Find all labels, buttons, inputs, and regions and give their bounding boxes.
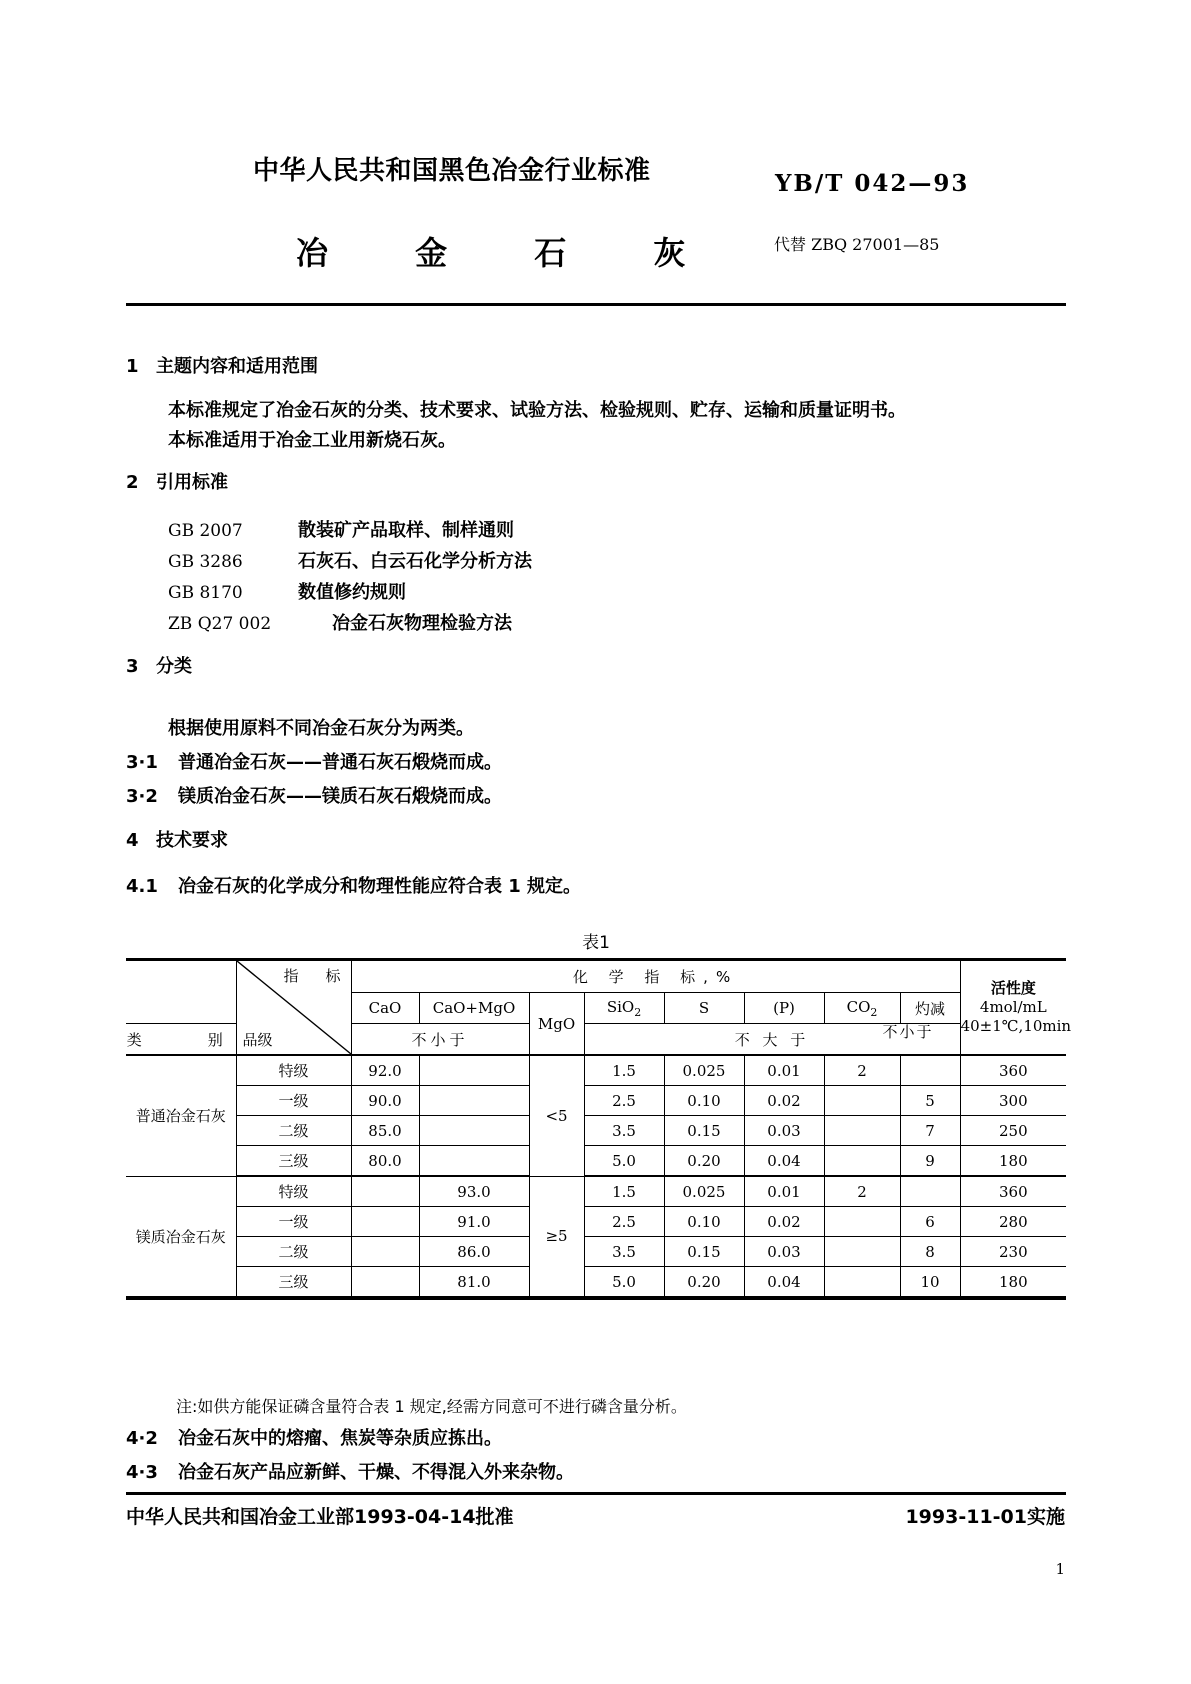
reference-name: 数值修约规则 bbox=[298, 582, 406, 603]
section-2-title: 引用标准 bbox=[156, 472, 228, 493]
cell-loss: 9 bbox=[900, 1146, 960, 1177]
page-number: 1 bbox=[1055, 1560, 1065, 1578]
cell-cao: 90.0 bbox=[351, 1086, 419, 1116]
cell-p: 0.04 bbox=[744, 1267, 824, 1297]
cell-s: 0.15 bbox=[664, 1237, 744, 1267]
cell-activity: 180 bbox=[960, 1267, 1066, 1297]
grade-cell: 二级 bbox=[236, 1237, 351, 1267]
header-divider bbox=[126, 303, 1066, 306]
reference-code: GB 2007 bbox=[168, 521, 243, 541]
column-header-loss: 灼减 bbox=[900, 993, 960, 1024]
section-1-number: 1 bbox=[126, 356, 139, 377]
clause-3-2-text: 镁质冶金石灰——镁质石灰石煅烧而成。 bbox=[178, 786, 502, 807]
section-2-number: 2 bbox=[126, 472, 139, 493]
grade-cell: 一级 bbox=[236, 1086, 351, 1116]
cell-s: 0.20 bbox=[664, 1146, 744, 1177]
clause-3-2 bbox=[126, 782, 502, 808]
clause-4-3-text: 冶金石灰产品应新鲜、干燥、不得混入外来杂物。 bbox=[178, 1462, 574, 1483]
cell-sio2: 3.5 bbox=[584, 1116, 664, 1146]
cell-activity: 230 bbox=[960, 1237, 1066, 1267]
cell-sio2: 5.0 bbox=[584, 1146, 664, 1177]
section-3-number: 3 bbox=[126, 656, 139, 677]
cell-p: 0.01 bbox=[744, 1176, 824, 1207]
clause-4-1 bbox=[126, 872, 581, 898]
grade-cell: 一级 bbox=[236, 1207, 351, 1237]
table-row bbox=[126, 1086, 1066, 1116]
category-label-text: 类 别 bbox=[126, 1030, 235, 1049]
cell-s: 0.10 bbox=[664, 1086, 744, 1116]
grade-cell: 特级 bbox=[236, 1176, 351, 1207]
cell-co2: 2 bbox=[824, 1055, 900, 1086]
cell-s: 0.10 bbox=[664, 1207, 744, 1237]
standard-number: YB/T 042—93 bbox=[775, 170, 970, 197]
reference-item bbox=[168, 516, 514, 542]
cell-mgo: ≥5 bbox=[529, 1176, 584, 1297]
cell-caomgo bbox=[419, 1146, 529, 1177]
chemical-group-header: 化 学 指 标,% bbox=[351, 960, 960, 993]
cell-loss bbox=[900, 1055, 960, 1086]
cell-mgo: <5 bbox=[529, 1055, 584, 1176]
cell-co2: 2 bbox=[824, 1176, 900, 1207]
cell-loss bbox=[900, 1176, 960, 1207]
category-ordinary-lime: 普通冶金石灰 bbox=[126, 1055, 236, 1176]
section-2-heading bbox=[126, 468, 228, 494]
cell-caomgo bbox=[419, 1116, 529, 1146]
cell-activity: 360 bbox=[960, 1176, 1066, 1207]
table-row bbox=[126, 1207, 1066, 1237]
cell-p: 0.03 bbox=[744, 1237, 824, 1267]
replaces-note: 代替 ZBQ 27001—85 bbox=[774, 235, 940, 254]
cell-caomgo bbox=[419, 1086, 529, 1116]
table-row bbox=[126, 1055, 1066, 1086]
cell-s: 0.025 bbox=[664, 1176, 744, 1207]
limit-not-more-than: 不 大 于 bbox=[584, 1024, 960, 1056]
cell-co2 bbox=[824, 1237, 900, 1267]
cell-sio2: 1.5 bbox=[584, 1176, 664, 1207]
table-row bbox=[126, 1146, 1066, 1177]
section-4-heading bbox=[126, 826, 228, 852]
issuing-organization: 中华人民共和国黑色冶金行业标准 bbox=[253, 156, 651, 186]
cell-p: 0.04 bbox=[744, 1146, 824, 1177]
clause-4-2-number: 4·2 bbox=[126, 1428, 158, 1449]
cell-activity: 250 bbox=[960, 1116, 1066, 1146]
clause-4-3 bbox=[126, 1458, 574, 1484]
cell-caomgo: 91.0 bbox=[419, 1207, 529, 1237]
section-1-title: 主题内容和适用范围 bbox=[156, 356, 318, 377]
cell-caomgo: 86.0 bbox=[419, 1237, 529, 1267]
cell-sio2: 5.0 bbox=[584, 1267, 664, 1297]
cell-cao: 80.0 bbox=[351, 1146, 419, 1177]
section-3-title: 分类 bbox=[156, 656, 192, 677]
cell-p: 0.02 bbox=[744, 1086, 824, 1116]
column-header-p: (P) bbox=[744, 993, 824, 1024]
column-header-sio2: SiO$_2$ bbox=[584, 993, 664, 1024]
grade-cell: 特级 bbox=[236, 1055, 351, 1086]
cell-caomgo: 81.0 bbox=[419, 1267, 529, 1297]
cell-cao bbox=[351, 1267, 419, 1297]
table-row bbox=[126, 1116, 1066, 1146]
table-bottom-rule bbox=[126, 1297, 1066, 1299]
reference-item bbox=[168, 609, 512, 635]
activity-line-2: 4mol/mL bbox=[979, 998, 1047, 1017]
reference-code: GB 3286 bbox=[168, 552, 243, 572]
clause-4-2 bbox=[126, 1424, 502, 1450]
reference-item bbox=[168, 578, 406, 604]
cell-activity: 360 bbox=[960, 1055, 1066, 1086]
cell-cao bbox=[351, 1207, 419, 1237]
clause-4-2-text: 冶金石灰中的熔瘤、焦炭等杂质应拣出。 bbox=[178, 1428, 502, 1449]
cell-p: 0.01 bbox=[744, 1055, 824, 1086]
approval-statement: 中华人民共和国冶金工业部1993-04-14批准 bbox=[126, 1506, 514, 1528]
section-1-heading bbox=[126, 352, 318, 378]
reference-code: ZB Q27 002 bbox=[168, 614, 272, 634]
cell-sio2: 2.5 bbox=[584, 1207, 664, 1237]
section-1-paragraph-1: 本标准规定了冶金石灰的分类、技术要求、试验方法、检验规则、贮存、运输和质量证明书。 bbox=[168, 400, 906, 421]
corner-blank-cell bbox=[126, 960, 236, 1024]
grade-cell: 二级 bbox=[236, 1116, 351, 1146]
indicator-label: 指 标 bbox=[283, 967, 347, 985]
cell-loss: 8 bbox=[900, 1237, 960, 1267]
cell-co2 bbox=[824, 1116, 900, 1146]
reference-item bbox=[168, 547, 532, 573]
cell-co2 bbox=[824, 1086, 900, 1116]
cell-caomgo: 93.0 bbox=[419, 1176, 529, 1207]
column-header-cao: CaO bbox=[351, 993, 419, 1024]
grade-cell: 三级 bbox=[236, 1146, 351, 1177]
grade-label: 品级 bbox=[242, 1031, 273, 1049]
section-1-paragraph-2: 本标准适用于冶金工业用新烧石灰。 bbox=[168, 430, 456, 451]
section-3-heading bbox=[126, 652, 192, 678]
cell-sio2: 3.5 bbox=[584, 1237, 664, 1267]
table-caption: 表1 bbox=[582, 933, 610, 953]
cell-cao bbox=[351, 1176, 419, 1207]
column-header-s: S bbox=[664, 993, 744, 1024]
clause-3-1-text: 普通冶金石灰——普通石灰石煅烧而成。 bbox=[178, 752, 502, 773]
limit-not-less-than-1: 不小于 bbox=[351, 1024, 529, 1056]
cell-activity: 180 bbox=[960, 1146, 1066, 1177]
activity-line-3: 40±1℃,10min bbox=[960, 1016, 1072, 1035]
cell-p: 0.02 bbox=[744, 1207, 824, 1237]
table-row bbox=[126, 1237, 1066, 1267]
cell-cao bbox=[351, 1237, 419, 1267]
clause-4-3-number: 4·3 bbox=[126, 1462, 158, 1483]
reference-name: 冶金石灰物理检验方法 bbox=[332, 613, 512, 634]
cell-caomgo bbox=[419, 1055, 529, 1086]
section-3-paragraph: 根据使用原料不同冶金石灰分为两类。 bbox=[168, 718, 474, 739]
column-header-mgo: MgO bbox=[529, 993, 584, 1056]
cell-cao: 85.0 bbox=[351, 1116, 419, 1146]
spec-table-wrapper bbox=[126, 958, 1072, 1300]
clause-3-1-number: 3·1 bbox=[126, 752, 158, 773]
activity-line-1: 活性度 bbox=[990, 979, 1036, 998]
table-group-header-row bbox=[126, 960, 1066, 993]
cell-p: 0.03 bbox=[744, 1116, 824, 1146]
cell-cao: 92.0 bbox=[351, 1055, 419, 1086]
limit-not-less-than-2: 不小于 bbox=[882, 1023, 934, 1041]
table-bottom-rule-row bbox=[126, 1297, 1066, 1299]
reference-code: GB 8170 bbox=[168, 583, 243, 603]
clause-4-1-text: 冶金石灰的化学成分和物理性能应符合表 1 规定。 bbox=[178, 876, 582, 897]
cell-loss: 10 bbox=[900, 1267, 960, 1297]
table-row bbox=[126, 1267, 1066, 1297]
corner-diagonal-cell bbox=[236, 960, 351, 1056]
cell-s: 0.20 bbox=[664, 1267, 744, 1297]
cell-loss: 6 bbox=[900, 1207, 960, 1237]
cell-sio2: 2.5 bbox=[584, 1086, 664, 1116]
reference-name: 石灰石、白云石化学分析方法 bbox=[298, 551, 532, 572]
category-label bbox=[126, 1024, 236, 1056]
cell-co2 bbox=[824, 1267, 900, 1297]
document-title: 冶 金 石 灰 bbox=[296, 234, 724, 272]
clause-3-1 bbox=[126, 748, 502, 774]
footer-divider bbox=[126, 1492, 1066, 1495]
table-row bbox=[126, 1176, 1066, 1207]
cell-s: 0.025 bbox=[664, 1055, 744, 1086]
table-note: 注:如供方能保证磷含量符合表 1 规定,经需方同意可不进行磷含量分析。 bbox=[176, 1397, 687, 1416]
cell-co2 bbox=[824, 1146, 900, 1177]
grade-cell: 三级 bbox=[236, 1267, 351, 1297]
activity-group-header bbox=[960, 960, 1072, 1056]
cell-loss: 5 bbox=[900, 1086, 960, 1116]
section-4-number: 4 bbox=[126, 830, 139, 851]
cell-activity: 300 bbox=[960, 1086, 1066, 1116]
cell-loss: 7 bbox=[900, 1116, 960, 1146]
cell-activity: 280 bbox=[960, 1207, 1066, 1237]
spec-table bbox=[126, 958, 1072, 1300]
reference-name: 散装矿产品取样、制样通则 bbox=[298, 520, 514, 541]
cell-s: 0.15 bbox=[664, 1116, 744, 1146]
clause-3-2-number: 3·2 bbox=[126, 786, 158, 807]
column-header-co2: $CO_2$ bbox=[824, 993, 900, 1024]
cell-co2 bbox=[824, 1207, 900, 1237]
category-magnesian-lime: 镁质冶金石灰 bbox=[126, 1176, 236, 1297]
clause-4-1-number: 4.1 bbox=[126, 876, 158, 897]
column-header-caomgo: CaO+MgO bbox=[419, 993, 529, 1024]
implementation-date: 1993-11-01实施 bbox=[905, 1506, 1065, 1528]
section-4-title: 技术要求 bbox=[156, 830, 228, 851]
cell-sio2: 1.5 bbox=[584, 1055, 664, 1086]
